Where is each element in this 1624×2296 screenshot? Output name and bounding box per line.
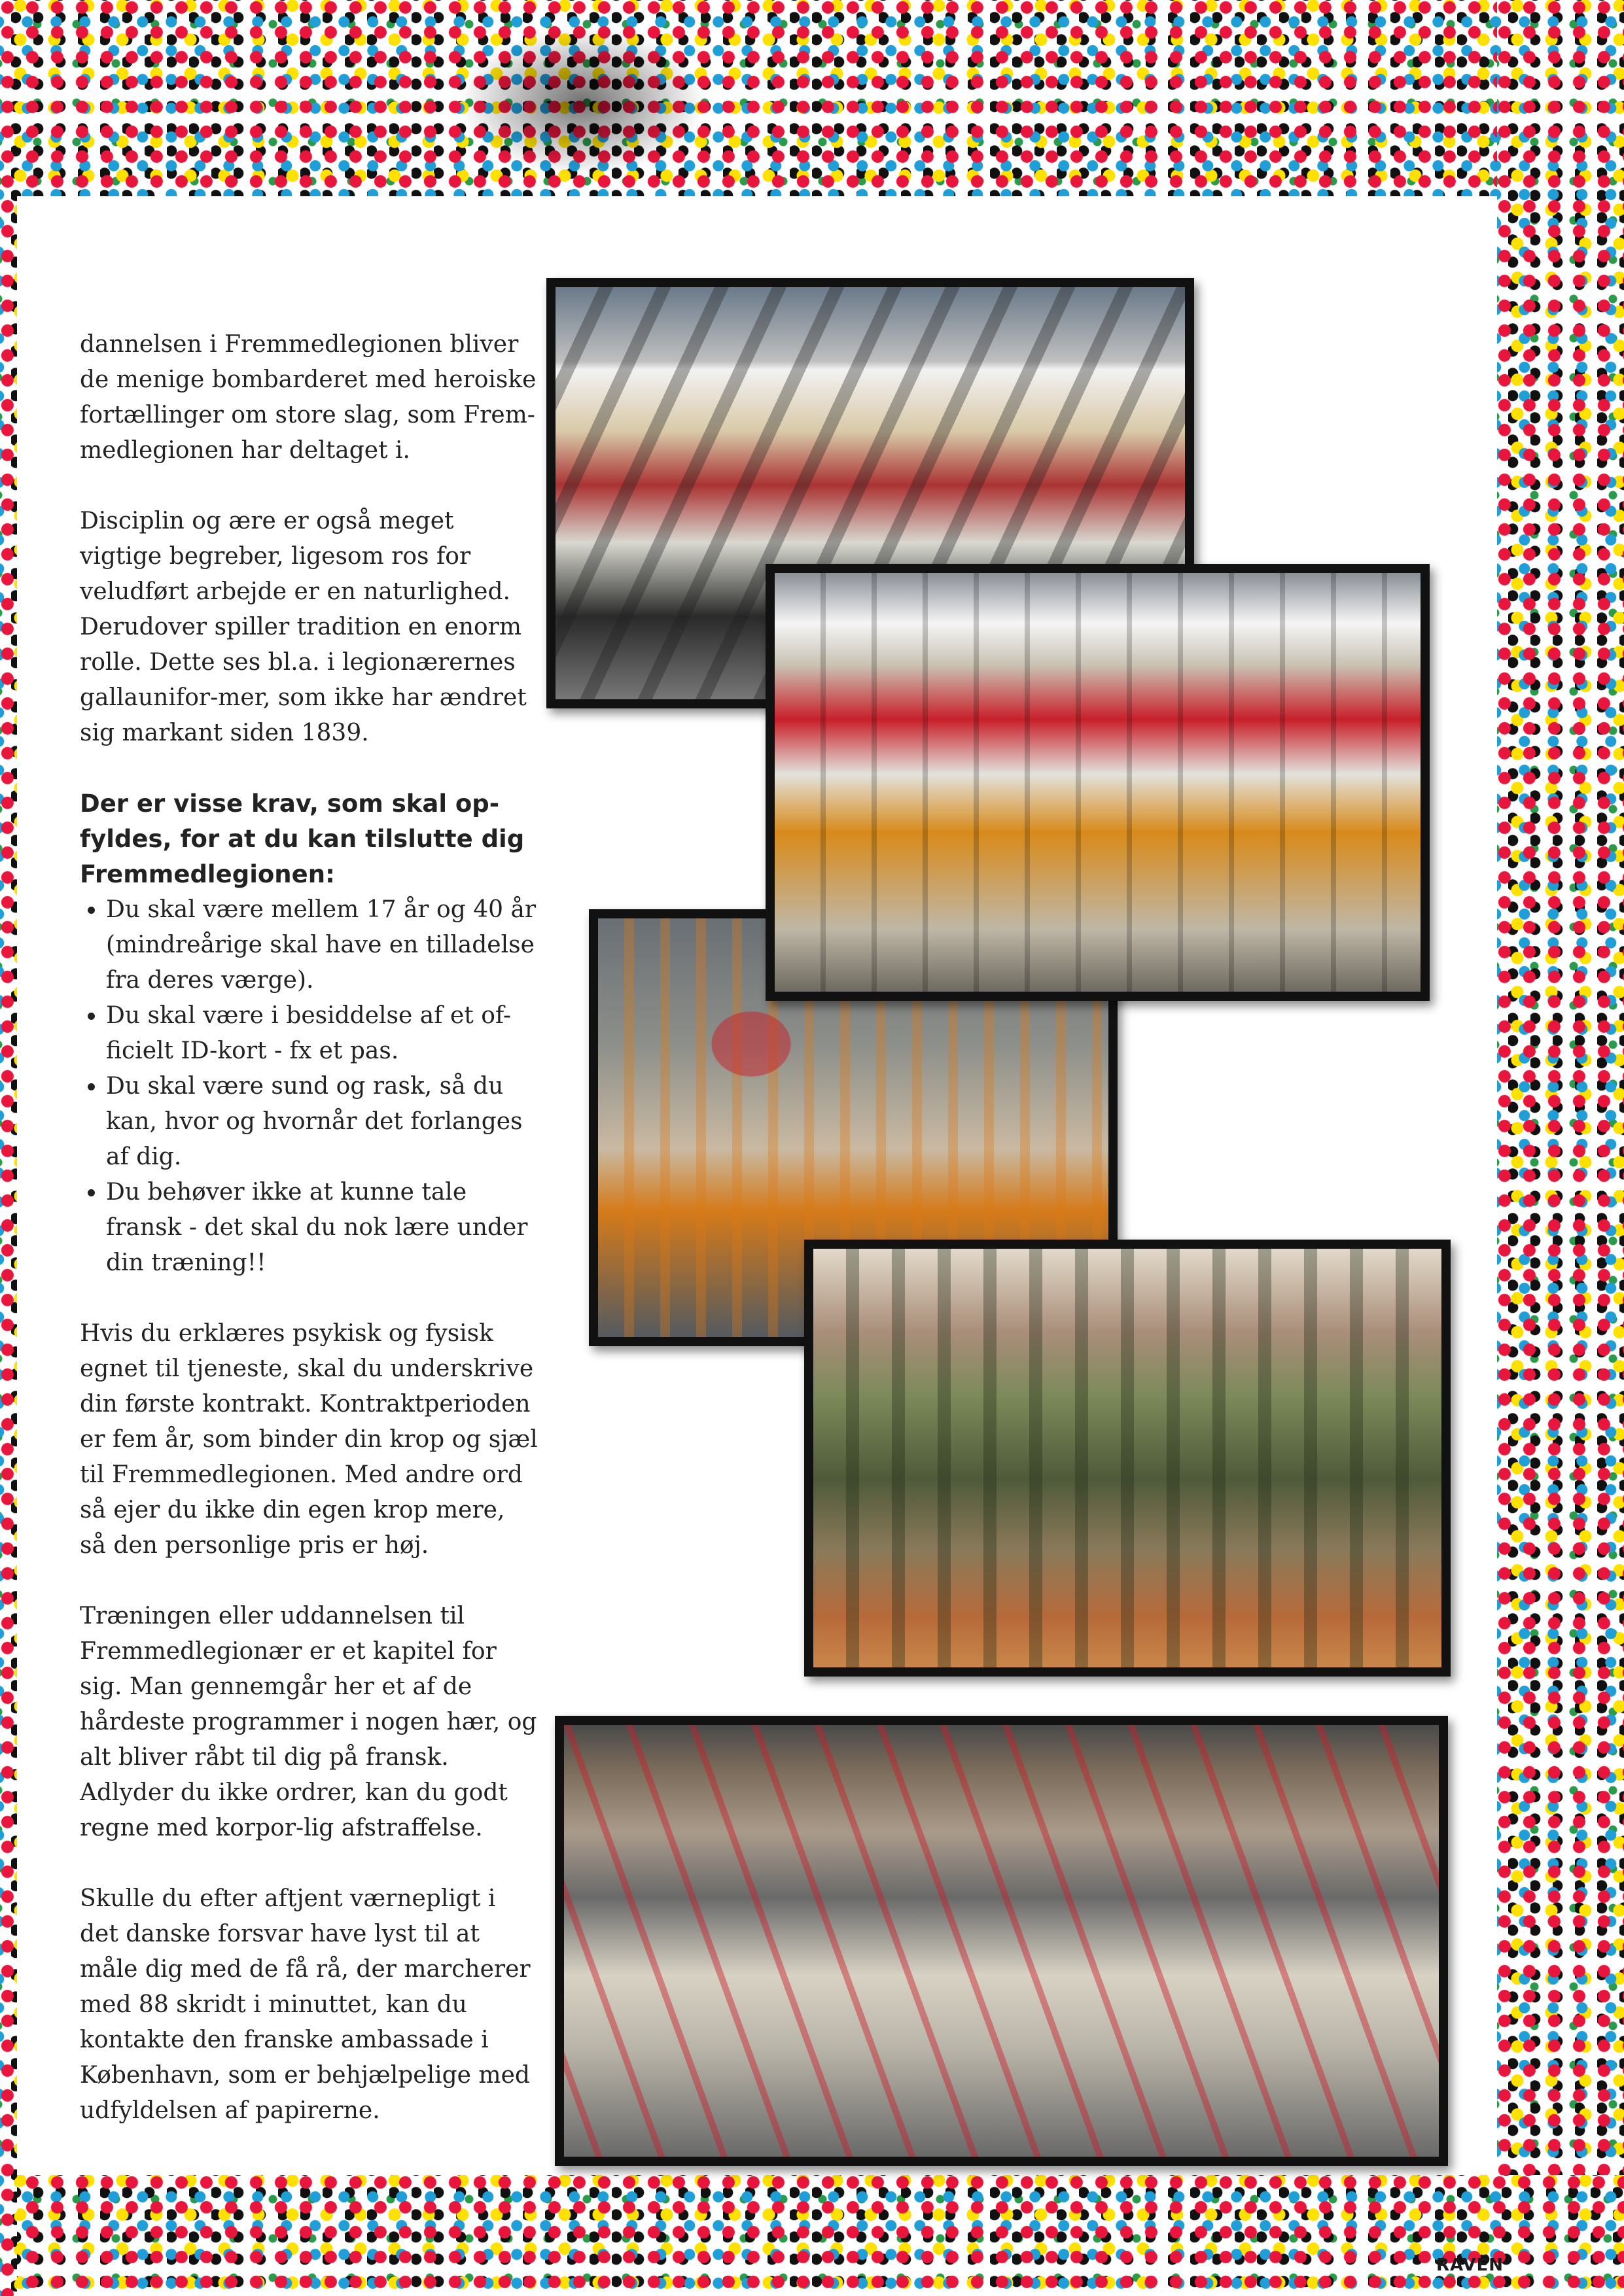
article-paragraph: Skulle du efter aftjent værnepligt i det danske forsvar have lyst til at måle dig med de få rå, der marcherer med 88 skridt i minuttet, kan du kontakte den franske ambassade i København, som er behjælpelige med udfyldelsen af papirerne.: [80, 1885, 531, 2124]
halftone-border-right: [1497, 0, 1624, 2296]
article-paragraph: Træningen eller uddannelsen til Fremmedlegionær er et kapitel for sig. Man gennemgår her et af de hårdeste programmer i nogen hær, og alt bliver råbt til dig på fransk. Adlyder du ikke ordrer, kan du godt regne med korpor-lig afstraffelse.: [80, 1603, 537, 1841]
requirements-list: [80, 892, 538, 1281]
halftone-border-bottom: [0, 2175, 1624, 2296]
article-body: [80, 327, 538, 2164]
article-paragraph: Hvis du erklæres psykisk og fysisk egnet til tjeneste, skal du underskrive din første kontrakt. Kontraktperioden er fem år, som binder din krop og sjæl til Fremmedlegionen. Med andre ord så ejer du ikke din egen krop mere, så den personlige pris er høj.: [80, 1320, 538, 1559]
photo-pioneers-with-aprons: [766, 564, 1430, 1001]
list-item: • Du behøver ikke at kunne tale fransk - det skal du nok lære under din træning!!: [106, 1175, 538, 1281]
list-item: • Du skal være mellem 17 år og 40 år (mindreårige skal have en tilladelse fra deres værge).: [106, 892, 538, 998]
halftone-dark-spot: [458, 26, 707, 177]
article-paragraph: dannelsen i Fremmedlegionen bliver de menige bombarderet med heroiske fortællinger om store slag, som Frem-medlegionen har deltaget i.: [80, 331, 537, 464]
requirements-heading: Der er visse krav, som skal op-fyldes, for at du kan tilslutte dig Fremmedlegionen:: [80, 790, 525, 888]
footer-label: RAVEN: [1436, 2255, 1504, 2275]
article-paragraph: Disciplin og ære er også meget vigtige begreber, ligesom ros for veludført arbejde er en naturlighed. Derudover spiller tradition en enorm rolle. Dette ses bl.a. i legionærernes gallaunifor-mer, som ikke har ændret sig markant siden 1839.: [80, 508, 527, 746]
photo-marching-parade: [555, 1716, 1448, 2166]
halftone-border-top: [0, 0, 1624, 196]
photo-soldiers-in-field: [804, 1240, 1451, 1677]
list-item: • Du skal være sund og rask, så du kan, hvor og hvornår det forlanges af dig.: [106, 1069, 538, 1175]
list-item: • Du skal være i besiddelse af et of-ficielt ID-kort - fx et pas.: [106, 998, 538, 1069]
halftone-border-left: [0, 0, 17, 2296]
